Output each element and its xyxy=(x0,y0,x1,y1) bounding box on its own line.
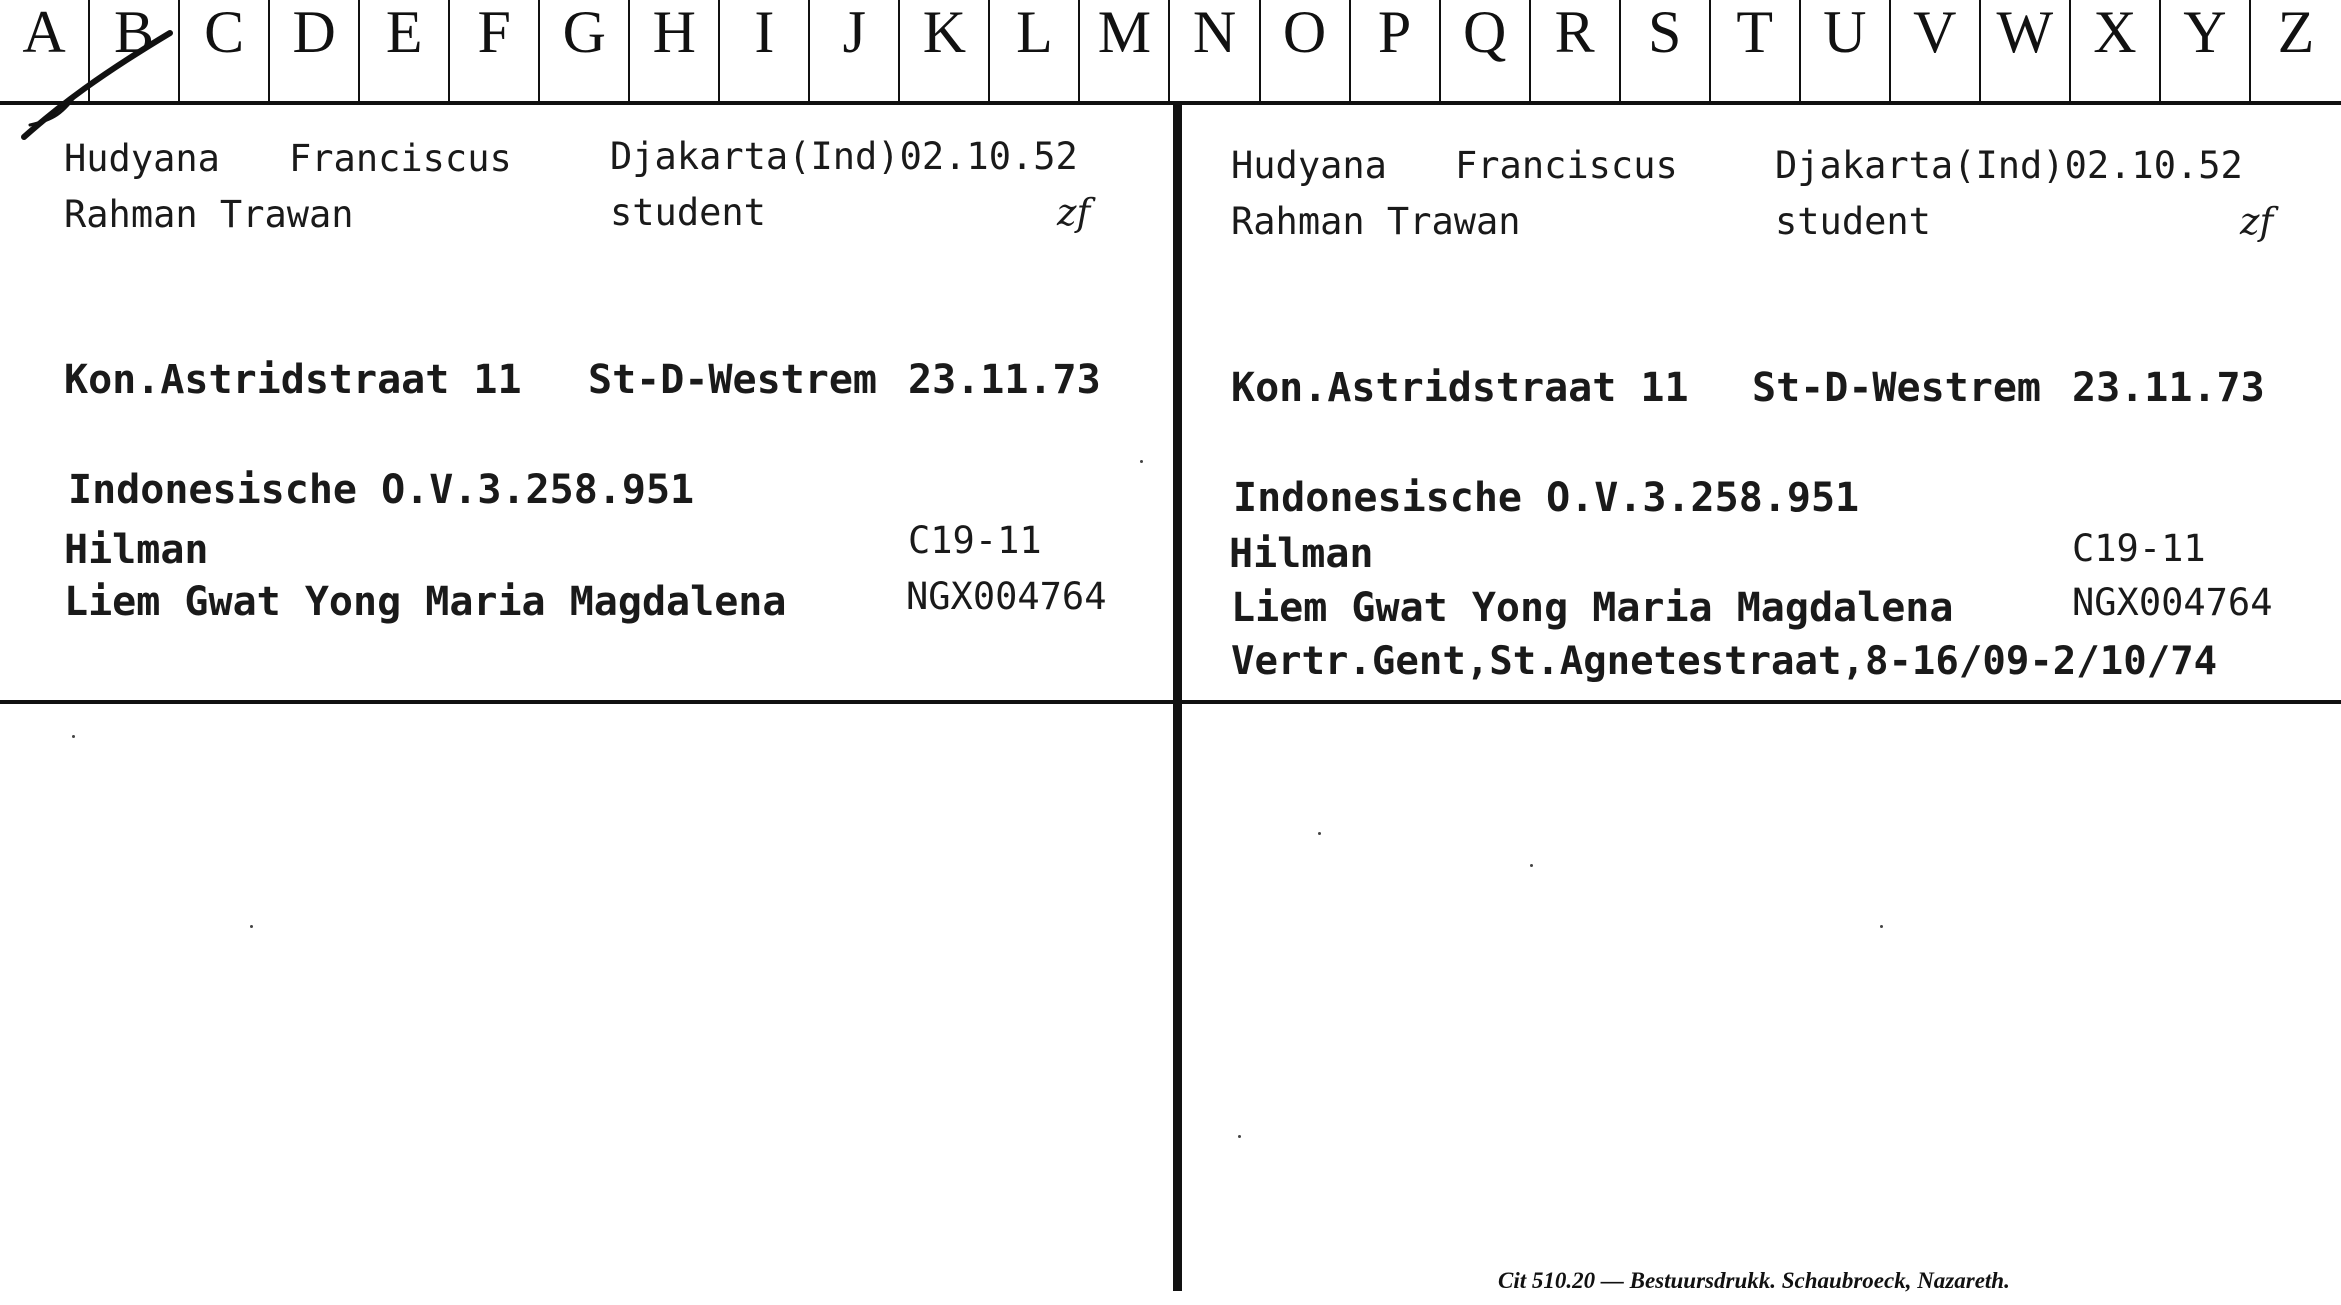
right-nationality-id: Indonesische O.V.3.258.951 xyxy=(1233,475,1860,521)
right-name-family: Rahman Trawan xyxy=(1231,200,1521,243)
alphabet-letter-x: X xyxy=(2071,0,2161,101)
left-name-given: Franciscus xyxy=(289,137,512,180)
alphabet-letter-p: P xyxy=(1351,0,1441,101)
right-ref-code: C19-11 xyxy=(2072,527,2206,570)
alphabet-letter-j: J xyxy=(810,0,900,101)
left-address: Kon.Astridstraat 11 xyxy=(64,357,522,403)
alphabet-letter-a: A xyxy=(0,0,90,101)
alphabet-letter-w: W xyxy=(1981,0,2071,101)
alphabet-letter-t: T xyxy=(1711,0,1801,101)
alphabet-letter-o: O xyxy=(1261,0,1351,101)
right-departure-note: Vertr.Gent,St.Agnetestraat,8-16/09-2/10/74 xyxy=(1231,639,2218,684)
left-marital-status: zf xyxy=(1057,191,1091,234)
scan-speck xyxy=(72,735,75,738)
left-ref-code: C19-11 xyxy=(908,519,1042,562)
right-mother-name: Liem Gwat Yong Maria Magdalena xyxy=(1231,585,1954,631)
right-marital-status: zf xyxy=(2240,200,2274,243)
alphabet-letter-n: N xyxy=(1171,0,1261,101)
alphabet-letter-e: E xyxy=(360,0,450,101)
alphabet-letter-i: I xyxy=(720,0,810,101)
right-address: Kon.Astridstraat 11 xyxy=(1231,365,1689,411)
alphabet-letter-g: G xyxy=(540,0,630,101)
left-birth-place-date: Djakarta(Ind)02.10.52 xyxy=(610,135,1078,178)
alphabet-index-strip xyxy=(0,0,2341,105)
alphabet-letter-f: F xyxy=(450,0,540,101)
right-document-number: NGX004764 xyxy=(2072,581,2273,624)
right-name-given: Franciscus xyxy=(1455,144,1678,187)
left-name-family: Rahman Trawan xyxy=(64,193,354,236)
alphabet-letter-k: K xyxy=(900,0,990,101)
alphabet-letter-v: V xyxy=(1891,0,1981,101)
pen-strike-mark xyxy=(20,25,180,145)
left-occupation: student xyxy=(610,191,766,234)
horizontal-divider xyxy=(0,700,2341,704)
left-name-first: Hudyana xyxy=(64,137,220,180)
alphabet-letter-d: D xyxy=(270,0,360,101)
scan-speck xyxy=(1530,864,1533,867)
right-birth-place-date: Djakarta(Ind)02.10.52 xyxy=(1775,144,2243,187)
vertical-divider xyxy=(1173,103,1182,1291)
alphabet-letter-l: L xyxy=(990,0,1080,101)
alphabet-letter-m: M xyxy=(1080,0,1170,101)
right-father-name: Hilman xyxy=(1229,531,1374,577)
left-father-name: Hilman xyxy=(64,527,209,573)
scan-speck xyxy=(1318,832,1321,835)
left-nationality-id: Indonesische O.V.3.258.951 xyxy=(68,467,695,513)
right-municipality: St-D-Westrem xyxy=(1752,365,2041,411)
left-municipality: St-D-Westrem xyxy=(588,357,877,403)
scan-speck xyxy=(1880,925,1883,928)
right-name-first: Hudyana xyxy=(1231,144,1387,187)
printer-imprint: Cit 510.20 — Bestuursdrukk. Schaubroeck, Nazareth. xyxy=(1498,1268,2010,1293)
alphabet-letter-z: Z xyxy=(2277,0,2315,65)
alphabet-letter-r: R xyxy=(1531,0,1621,101)
scan-speck xyxy=(1238,1135,1241,1138)
alphabet-letter-c: C xyxy=(180,0,270,101)
alphabet-letter-h: H xyxy=(630,0,720,101)
left-document-number: NGX004764 xyxy=(906,575,1107,618)
alphabet-letter-q: Q xyxy=(1441,0,1531,101)
left-mother-name: Liem Gwat Yong Maria Magdalena xyxy=(64,579,787,625)
scan-speck xyxy=(1140,460,1143,463)
alphabet-letter-s: S xyxy=(1621,0,1711,101)
alphabet-letter-u: U xyxy=(1801,0,1891,101)
left-address-date: 23.11.73 xyxy=(908,357,1101,403)
alphabet-letter-y: Y xyxy=(2161,0,2251,101)
right-address-date: 23.11.73 xyxy=(2072,365,2265,411)
scan-speck xyxy=(250,925,253,928)
right-occupation: student xyxy=(1775,200,1931,243)
alphabet-letter-b: B xyxy=(90,0,180,101)
